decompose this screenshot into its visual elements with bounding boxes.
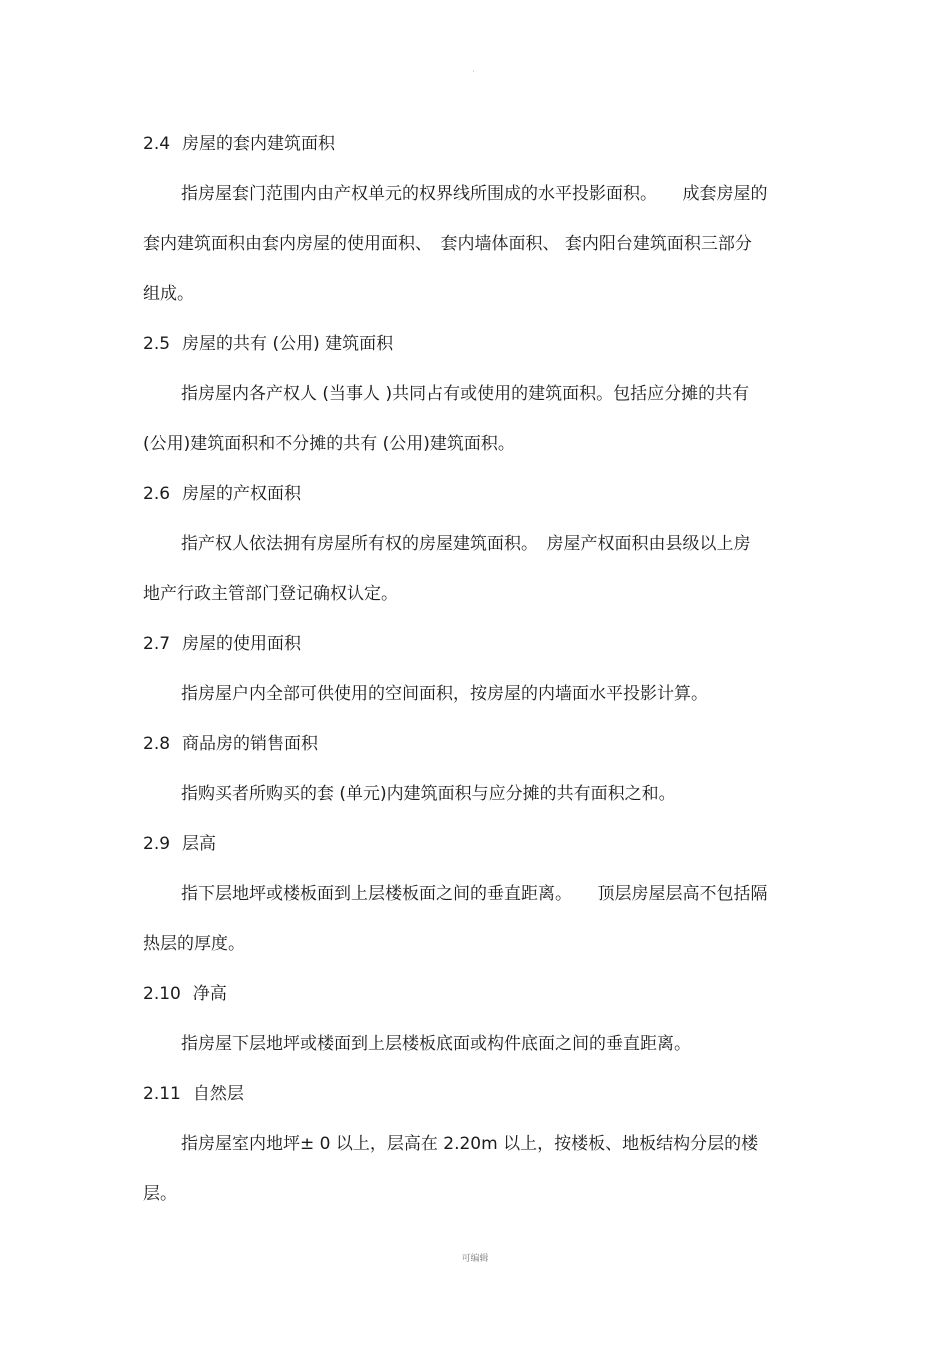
section-number: 2.6 (143, 484, 171, 504)
section-number: 2.4 (143, 134, 171, 154)
section-number: 2.8 (143, 734, 171, 754)
paragraph-line: 组成。 (143, 284, 194, 304)
section-title: 房屋的套内建筑面积 (182, 134, 336, 154)
paragraph-line: 套内建筑面积由套内房屋的使用面积、 套内墙体面积、 套内阳台建筑面积三部分 (143, 234, 752, 254)
header-mark: · (472, 67, 475, 77)
paragraph-line: 指购买者所购买的套 (单元)内建筑面积与应分摊的共有面积之和。 (181, 784, 676, 804)
paragraph-line: 热层的厚度。 (143, 934, 245, 954)
section-heading (143, 482, 301, 506)
section-title: 自然层 (192, 1084, 244, 1104)
section-number: 2.7 (143, 634, 171, 654)
section-title: 层高 (182, 834, 217, 854)
page-footer: 可编辑 (461, 1254, 489, 1264)
paragraph-line: 指房屋下层地坪或楼面到上层楼板底面或构件底面之间的垂直距离。 (181, 1034, 691, 1054)
section-heading (143, 1082, 244, 1106)
section-number: 2.11 (143, 1084, 181, 1104)
section-heading (143, 732, 318, 756)
paragraph-line: (公用)建筑面积和不分摊的共有 (公用)建筑面积。 (143, 434, 515, 454)
paragraph-line: 层。 (143, 1184, 177, 1204)
section-title: 净高 (192, 984, 227, 1004)
section-number: 2.5 (143, 334, 171, 354)
paragraph-line: 指下层地坪或楼板面到上层楼板面之间的垂直距离。 顶层房屋层高不包括隔 (181, 884, 768, 904)
section-heading (143, 832, 216, 856)
section-number: 2.9 (143, 834, 171, 854)
section-heading (143, 332, 393, 356)
paragraph-line: 指房屋内各产权人 (当事人 )共同占有或使用的建筑面积。包括应分摊的共有 (181, 384, 750, 404)
section-heading (143, 632, 301, 656)
paragraph-line: 地产行政主管部门登记确权认定。 (143, 584, 398, 604)
section-title: 商品房的销售面积 (182, 734, 319, 754)
paragraph-line: 指房屋套门范围内由产权单元的权界线所围成的水平投影面积。 成套房屋的 (181, 184, 768, 204)
section-heading (143, 132, 335, 156)
section-number: 2.10 (143, 984, 181, 1004)
paragraph-line: 指产权人依法拥有房屋所有权的房屋建筑面积。 房屋产权面积由县级以上房 (181, 534, 751, 554)
paragraph-line: 指房屋户内全部可供使用的空间面积，按房屋的内墙面水平投影计算。 (181, 684, 708, 704)
section-title: 房屋的使用面积 (182, 634, 302, 654)
paragraph-line: 指房屋室内地坪± 0 以上，层高在 2.20m 以上，按楼板、地板结构分层的楼 (181, 1134, 759, 1154)
section-heading (143, 982, 227, 1006)
section-title: 房屋的产权面积 (182, 484, 302, 504)
section-title: 房屋的共有 (公用) 建筑面积 (182, 334, 394, 354)
